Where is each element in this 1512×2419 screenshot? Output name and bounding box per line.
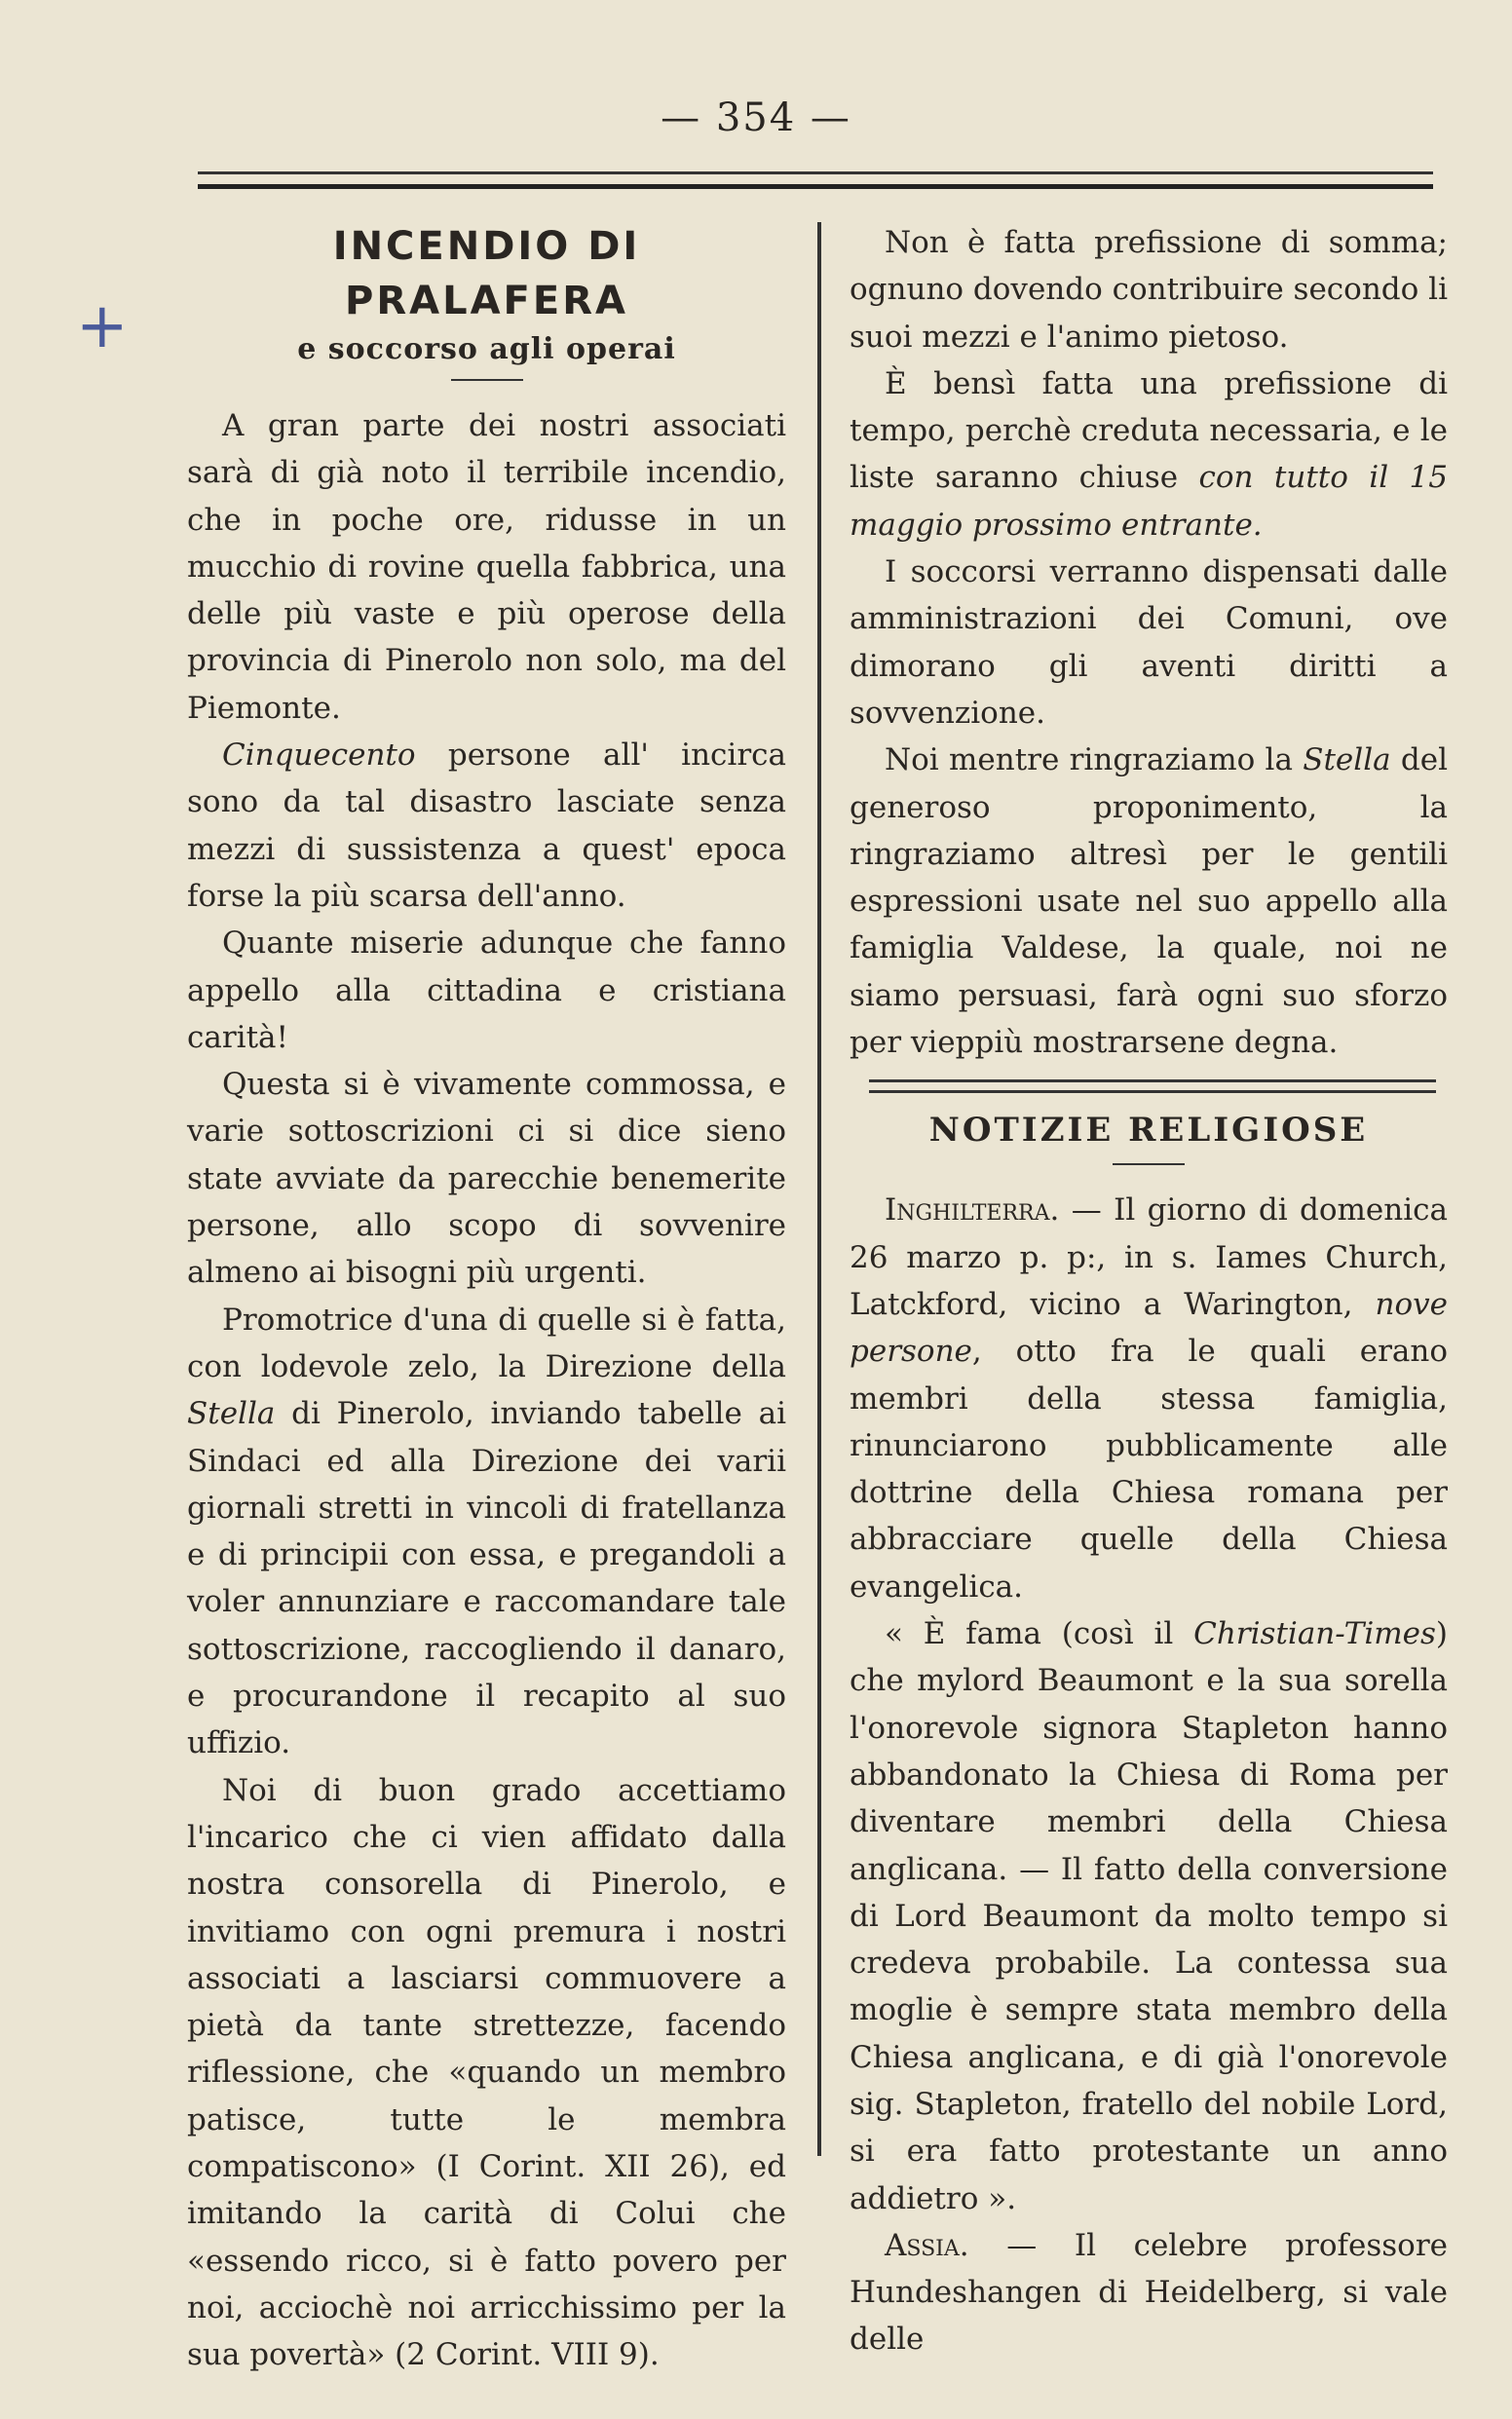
paragraph: A gran parte dei nostri associati sarà di già noto il terribile incendio, che in poche ore, ridusse in un mucchio di rovine quella fabbrica, una delle più vaste e più operose della provincia di Pinerolo non solo, ma del Piemonte. (187, 408, 786, 726)
text-span: — Il celebre professore Hundeshangen di Heidelberg, si vale delle (850, 2227, 1448, 2358)
text-span: ) che mylord Beaumont e la sua sorella l'onorevole signora Stapleton hanno abbandonato la Chiesa di Roma per diventare membri della Chiesa anglicana. — Il fatto della conversione di Lord Beaumont da molto tempo si credeva probabile. La contessa sua moglie è sempre stata membro della Chiesa anglicana, e di già l'onorevole sig. Stapleton, fratello del nobile Lord, si era fatto protestante un anno addietro ». (850, 1616, 1448, 2216)
right-column (850, 219, 1448, 2363)
text-span: persone all' incirca sono da tal disastro lasciate senza mezzi di sussistenza a quest' epoca forse la più scarsa dell'anno. (187, 737, 786, 914)
paragraph (187, 732, 786, 920)
text-span: del generoso proponimento, la ringraziamo altresì per le gentili espressioni usate nel suo appello alla famiglia Valdese, la quale, noi ne siamo persuasi, farà ogni suo sforzo per vieppiù mostrarsene degna. (850, 742, 1448, 1061)
italic-text: nove persone (850, 1286, 1448, 1370)
paragraph: Quante miserie adunque che fanno appello alla cittadina e cristiana carità! (187, 926, 786, 1055)
header-double-rule (198, 171, 1433, 189)
text-span: Noi mentre ringraziamo la (885, 742, 1304, 778)
paragraph: I soccorsi verranno dispensati dalle amministrazioni dei Comuni, ove dimorano gli aventi diritti a sovvenzione. (850, 554, 1448, 731)
italic-text: Christian-Times (1193, 1616, 1436, 1652)
article-subheadline: e soccorso agli operai (297, 332, 676, 366)
paragraph: Questa si è vivamente commossa, e varie sottoscrizioni ci si dice sieno state avviate da parecchie benemerite persone, allo scopo di sovvenire almeno ai bisogni più urgenti. (187, 1067, 786, 1291)
italic-text: Stella (187, 1396, 276, 1432)
paragraph (850, 360, 1448, 548)
text-span: Promotrice d'una di quelle si è fatta, con lodevole zelo, la Direzione della (187, 1302, 786, 1384)
paragraph (850, 2222, 1448, 2363)
article-headline: INCENDIO DI PRALAFERA (332, 224, 641, 323)
country-lead: Assia. (885, 2227, 969, 2263)
headline-rule (451, 379, 523, 381)
section-double-rule (869, 1079, 1436, 1093)
section-title-rule (1113, 1163, 1185, 1165)
italic-text: Cinquecento (222, 737, 416, 774)
text-span: — Il giorno di domenica 26 marzo p. p:, in s. Iames Church, Latckford, vicino a Warington, (850, 1192, 1448, 1322)
text-span: , otto fra le quali erano membri della stessa famiglia, rinunciarono pubblicamente alle dottrine della Chiesa romana per abbracciare quelle della Chiesa evangelica. (850, 1334, 1448, 1605)
text-span: « È fama (così il (885, 1616, 1194, 1652)
country-lead: Inghilterra. (885, 1192, 1060, 1228)
paragraph (187, 1297, 786, 1767)
left-column (187, 219, 786, 2378)
paragraph: Non è fatta prefissione di somma; ognuno dovendo contribuire secondo li suoi mezzi e l'animo pietoso. (850, 225, 1448, 355)
paragraph (850, 1187, 1448, 1610)
page-number: — 354 — (661, 95, 851, 140)
italic-text: Stella (1303, 742, 1391, 778)
paragraph: Noi di buon grado accettiamo l'incarico che ci vien affidato dalla nostra consorella di Pinerolo, e invitiamo con ogni premura i nostri associati a lasciarsi commuovere a pietà da tante strettezze, facendo riflessione, che «quando un membro patisce, tutte le membra compatiscono» (I Corint. XII 26), ed imitando la carità di Colui che «essendo ricco, si è fatto povero per noi, acciochè noi arricchissimo per la sua povertà» (2 Corint. VIII 9). (187, 1772, 786, 2373)
text-span: di Pinerolo, inviando tabelle ai Sindaci ed alla Direzione dei varii giornali stretti in vincoli di fratellanza e di principii con essa, e pregandoli a voler annunziare e raccomandare tale sottoscrizione, raccogliendo il danaro, e procurandone il recapito al suo uffizio. (187, 1396, 786, 1761)
italic-text: con tutto il 15 maggio prossimo entrante. (850, 460, 1448, 543)
paragraph (850, 737, 1448, 1066)
section-title: NOTIZIE RELIGIOSE (928, 1111, 1369, 1151)
handwritten-margin-mark: + (76, 290, 129, 362)
paragraph (850, 1610, 1448, 2222)
column-divider (817, 222, 821, 2156)
text-span: È bensì fatta una prefissione di tempo, perchè creduta necessaria, e le liste saranno chiuse (850, 365, 1448, 496)
